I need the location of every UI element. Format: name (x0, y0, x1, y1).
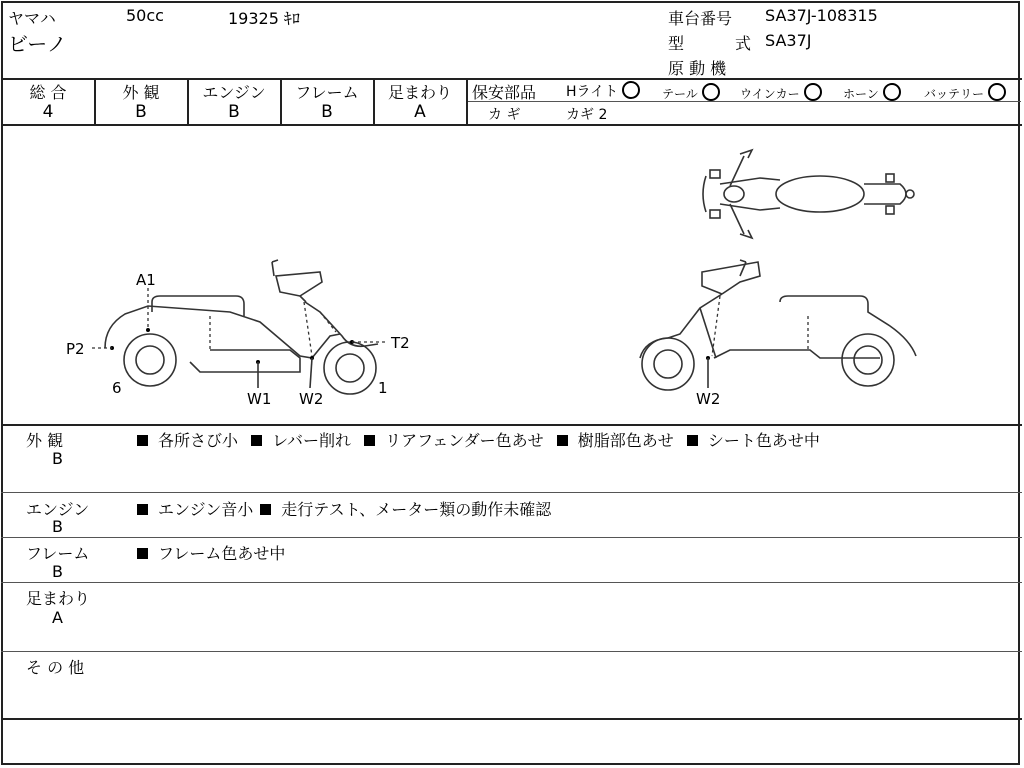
mark-a1: A1 (136, 271, 156, 289)
ok-circle-icon (702, 83, 720, 101)
bullet-icon (687, 435, 698, 446)
displacement: 50cc (126, 6, 164, 25)
exterior-label: 外 観 (122, 83, 160, 102)
grid-line (1, 424, 1022, 426)
bullet-icon (364, 435, 375, 446)
note-label-suspension: 足まわり (26, 589, 91, 608)
safety-item-tail: テール (662, 83, 720, 102)
bullet-icon (137, 504, 148, 515)
grid-line (1, 582, 1022, 583)
key-label: カ ギ (488, 107, 521, 123)
note-label-engine: エンジン (26, 500, 90, 519)
frame-grade: B (321, 102, 333, 122)
safety-item-horn: ホーン (843, 83, 901, 102)
bullet-icon (137, 435, 148, 446)
key-value: カギ 2 (566, 107, 608, 123)
type-label-2: 式 (735, 34, 752, 53)
bullet-icon (251, 435, 262, 446)
safety-item-headlight: Hライト (566, 81, 640, 101)
mark-w2: W2 (299, 390, 324, 408)
ok-circle-icon (622, 81, 640, 99)
note-grade-suspension: A (52, 608, 63, 627)
note-label-exterior: 外 観 (26, 431, 64, 450)
grid-line (1, 492, 1022, 493)
ok-circle-icon (988, 83, 1006, 101)
note-grade-exterior: B (52, 449, 63, 468)
note-grade-engine: B (52, 517, 63, 536)
mark-t2: T2 (391, 334, 410, 352)
note-items-frame: フレーム色あせ中 (137, 541, 285, 564)
grid-line (1, 651, 1022, 652)
scooter-diagram (0, 126, 1024, 424)
frame-no-label: 車台番号 (668, 9, 733, 28)
ok-circle-icon (883, 83, 901, 101)
exterior-grade: B (135, 102, 147, 122)
type-value: SA37J (765, 31, 812, 50)
mark-1: 1 (378, 379, 388, 397)
note-label-frame: フレーム (26, 544, 90, 563)
overall-label: 総 合 (29, 83, 67, 102)
mark-6: 6 (112, 379, 122, 397)
safety-item-battery: バッテリー (924, 83, 1006, 102)
scooter-left-side-view (66, 260, 410, 408)
suspension-label: 足まわり (387, 83, 452, 102)
maker: ヤマハ (8, 9, 56, 28)
note-grade-frame: B (52, 562, 63, 581)
bullet-icon (137, 548, 148, 559)
safety-label: 保安部品 (472, 83, 537, 102)
mark-w2-right: W2 (696, 390, 721, 408)
mileage: 19325 ｷﾛ (228, 9, 300, 28)
ok-circle-icon (804, 83, 822, 101)
note-items-exterior: 各所さび小 レバー削れ リアフェンダー色あせ 樹脂部色あせ シート色あせ中 (137, 428, 820, 451)
overall-grade: 4 (42, 102, 54, 122)
engine-grade: B (228, 102, 240, 122)
note-items-engine: エンジン音小 走行テスト、メーター類の動作未確認 (137, 497, 551, 520)
scooter-top-view (703, 150, 914, 238)
bullet-icon (260, 504, 271, 515)
bullet-icon (557, 435, 568, 446)
type-label-1: 型 (668, 34, 685, 53)
safety-item-winker: ウインカー (740, 83, 822, 102)
scooter-right-side-view (640, 260, 916, 408)
engine-label: 原 動 機 (668, 59, 727, 78)
grid-line (1, 718, 1022, 720)
engine-grade-label: エンジン (202, 83, 266, 102)
mark-p2: P2 (66, 340, 85, 358)
model-name: ビーノ (8, 32, 67, 56)
frame-grade-label: フレーム (295, 83, 359, 102)
grid-line (1, 537, 1022, 538)
note-label-other: そ の 他 (26, 658, 85, 677)
suspension-grade: A (414, 102, 426, 122)
frame-no: SA37J-108315 (765, 6, 878, 25)
mark-w1: W1 (247, 390, 272, 408)
grid-line (466, 79, 468, 125)
